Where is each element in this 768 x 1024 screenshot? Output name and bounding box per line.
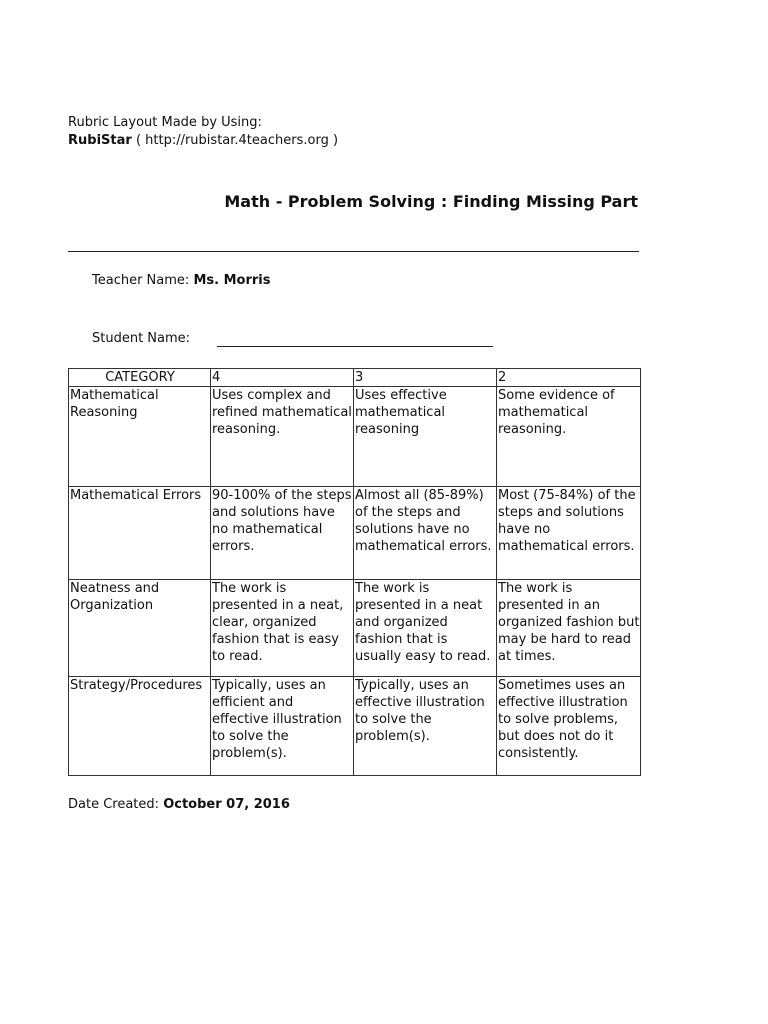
- date-label: Date Created:: [68, 797, 160, 812]
- cell-score-3: The work is presented in a neat and organized fashion that is usually easy to read.: [354, 580, 497, 677]
- cell-score-2: Most (75-84%) of the steps and solutions have no mathematical errors.: [497, 487, 641, 580]
- cell-score-2: Some evidence of mathematical reasoning.: [497, 387, 641, 487]
- cell-score-3: Typically, uses an effective illustration to solve the problem(s).: [354, 677, 497, 776]
- student-name-blank: [217, 346, 493, 347]
- teacher-name: Ms. Morris: [193, 273, 271, 288]
- row-category: Mathematical Errors: [69, 487, 211, 580]
- rubric-title: Math - Problem Solving : Finding Missing Part: [224, 192, 638, 211]
- cell-score-4: Uses complex and refined mathematical reasoning.: [211, 387, 354, 487]
- table-row: [69, 487, 641, 580]
- cell-score-3: Uses effective mathematical reasoning: [354, 387, 497, 487]
- teacher-line: [92, 272, 270, 289]
- header-score-2: 2: [497, 369, 641, 387]
- tool-name: RubiStar: [68, 133, 132, 148]
- tool-url: ( http://rubistar.4teachers.org ): [135, 133, 339, 148]
- made-by-label: [68, 114, 262, 131]
- rubric-table: [68, 368, 641, 776]
- cell-score-4: Typically, uses an efficient and effective illustration to solve the problem(s).: [211, 677, 354, 776]
- cell-score-2: The work is presented in an organized fashion but may be hard to read at times.: [497, 580, 641, 677]
- table-row: [69, 580, 641, 677]
- title-divider: [68, 251, 639, 252]
- table-row: [69, 387, 641, 487]
- header-score-4: 4: [211, 369, 354, 387]
- date-value: October 07, 2016: [163, 797, 290, 812]
- header-score-3: 3: [354, 369, 497, 387]
- student-line: [92, 330, 190, 347]
- cell-score-4: The work is presented in a neat, clear, organized fashion that is easy to read.: [211, 580, 354, 677]
- cell-score-4: 90-100% of the steps and solutions have no mathematical errors.: [211, 487, 354, 580]
- cell-score-3: Almost all (85-89%) of the steps and solutions have no mathematical errors.: [354, 487, 497, 580]
- header-category: CATEGORY: [69, 369, 211, 387]
- date-created: [68, 796, 290, 813]
- student-label: Student Name:: [92, 331, 191, 346]
- row-category: Strategy/Procedures: [69, 677, 211, 776]
- made-by-text: Rubric Layout Made by Using:: [68, 115, 262, 130]
- table-row: [69, 677, 641, 776]
- row-category: Mathematical Reasoning: [69, 387, 211, 487]
- teacher-label: Teacher Name:: [92, 273, 190, 288]
- cell-score-2: Sometimes uses an effective illustration to solve problems, but does not do it consistently.: [497, 677, 641, 776]
- tool-credit: [68, 132, 338, 149]
- row-category: Neatness and Organization: [69, 580, 211, 677]
- table-header-row: [69, 369, 641, 387]
